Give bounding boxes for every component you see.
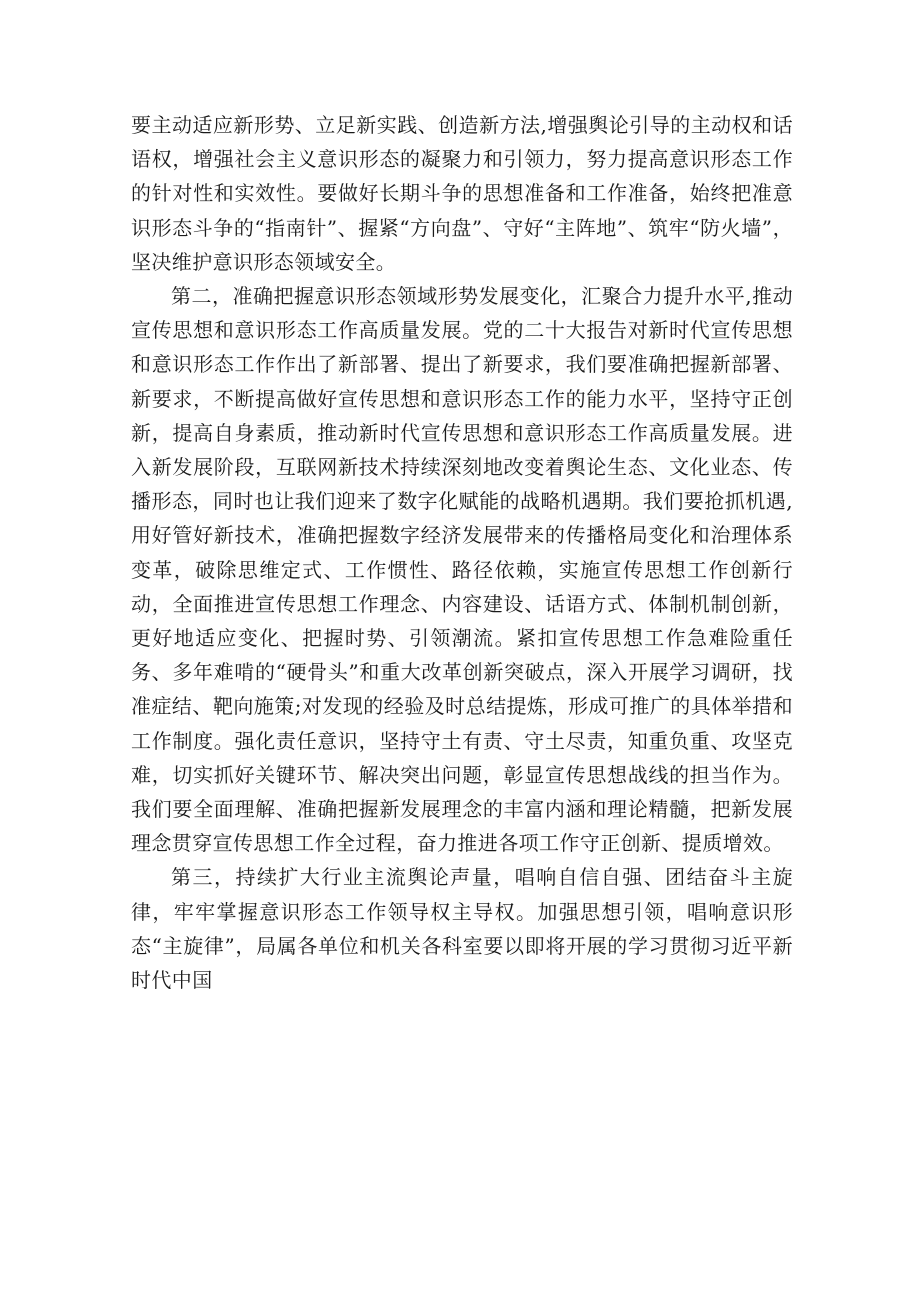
document-body bbox=[131, 108, 793, 997]
paragraph-3: 第三，持续扩大行业主流舆论声量，唱响自信自强、团结奋斗主旋律，牢牢掌握意识形态工作领导权主导权。加强思想引领，唱响意识形态“主旋律”，局属各单位和机关各科室要以即将开展的学习贯彻习近平新时代中国 bbox=[131, 865, 793, 993]
paragraph-2: 第二，准确把握意识形态领域形势发展变化，汇聚合力提升水平,推动宣传思想和意识形态工作高质量发展。党的二十大报告对新时代宣传思想和意识形态工作作出了新部署、提出了新要求，我们要准确把握新部署、新要求，不断提高做好宣传思想和意识形态工作的能力水平，坚持守正创新，提高自身素质，推动新时代宣传思想和意识形态工作高质量发展。进入新发展阶段，互联网新技术持续深刻地改变着舆论生态、文化业态、传播形态，同时也让我们迎来了数字化赋能的战略机遇期。我们要抢抓机遇,用好管好新技术，准确把握数字经济发展带来的传播格局变化和治理体系变革，破除思维定式、工作惯性、路径依赖，实施宣传思想工作创新行动，全面推进宣传思想工作理念、内容建设、话语方式、体制机制创新，更好地适应变化、把握时势、引领潮流。紧扣宣传思想工作急难险重任务、多年难啃的“硬骨头”和重大改革创新突破点，深入开展学习调研，找准症结、靶向施策;对发现的经验及时总结提炼，形成可推广的具体举措和工作制度。强化责任意识，坚持守土有责、守土尽责，知重负重、攻坚克难，切实抓好关键环节、解决突出问题，彰显宣传思想战线的担当作为。我们要全面理解、准确把握新发展理念的丰富内涵和理论精髓，把新发展理念贯穿宣传思想工作全过程，奋力推进各项工作守正创新、提质增效。 bbox=[131, 284, 793, 856]
paragraph-1: 要主动适应新形势、立足新实践、创造新方法,增强舆论引导的主动权和话语权，增强社会主义意识形态的凝聚力和引领力，努力提高意识形态工作的针对性和实效性。要做好长期斗争的思想准备和工作准备，始终把准意识形态斗争的“指南针”、握紧“方向盘”、守好“主阵地”、筑牢“防火墙”，坚决维护意识形态领域安全。 bbox=[131, 113, 793, 274]
